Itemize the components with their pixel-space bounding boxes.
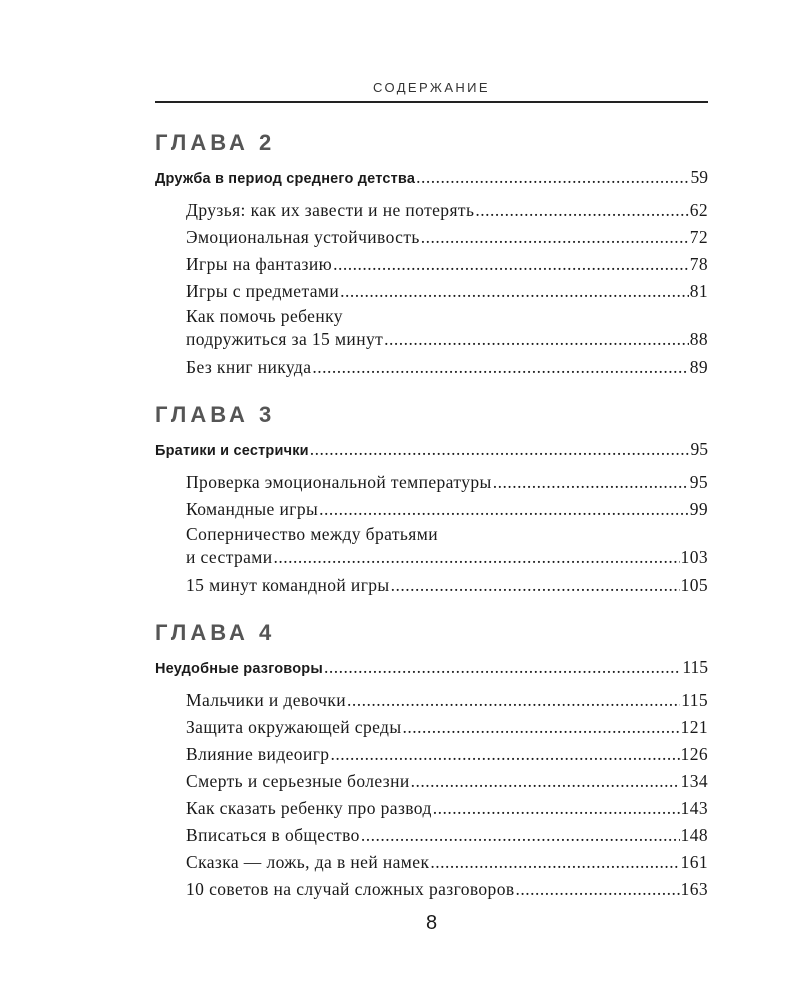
toc-entry[interactable] (186, 768, 708, 795)
page-ref: 161 (680, 852, 708, 872)
page-ref: 105 (680, 575, 708, 595)
entry-label: Как сказать ребенку про развод (186, 798, 432, 818)
page-ref: 95 (690, 439, 708, 459)
entry-label: Защита окружающей среды (186, 717, 402, 737)
dot-leader (403, 714, 680, 741)
entry-label: Эмоциональная устойчивость (186, 227, 420, 247)
chapter-title: ГЛАВА 4 (155, 620, 276, 645)
chapter-3 (155, 400, 708, 599)
toc-entry[interactable] (186, 687, 708, 714)
dot-leader (361, 822, 680, 849)
toc-entry-line2 (186, 545, 708, 569)
page-number: 8 (425, 912, 438, 934)
page-ref: 148 (680, 825, 708, 845)
section-label: Братики и сестрички (155, 443, 309, 459)
toc-entry[interactable] (186, 251, 708, 278)
entry-label: 10 советов на случай сложных разговоров (186, 879, 515, 899)
entry-label: Друзья: как их завести и не потерять (186, 200, 475, 220)
chapter-title: ГЛАВА 2 (155, 130, 276, 155)
toc-entry[interactable] (186, 849, 708, 876)
page-ref: 115 (681, 690, 708, 710)
toc-entry[interactable] (186, 795, 708, 822)
entry-label: Игры на фантазию (186, 254, 333, 274)
section-label: Неудобные разговоры (155, 661, 323, 677)
dot-leader (384, 327, 689, 351)
entry-label: Игры с предметами (186, 281, 340, 301)
page-ref: 59 (690, 167, 708, 187)
toc-entry[interactable] (186, 876, 708, 903)
subsection-list (155, 469, 708, 599)
entry-label-line1: Соперничество между братьями (186, 524, 438, 544)
page-ref: 99 (689, 499, 708, 519)
entry-label: Проверка эмоциональной температуры (186, 472, 492, 492)
dot-leader (475, 197, 688, 224)
entry-label: Сказка — ложь, да в ней намек (186, 852, 430, 872)
dot-leader (324, 654, 681, 681)
toc-entry[interactable] (186, 354, 708, 381)
toc-entry[interactable] (186, 496, 708, 523)
entry-label: и сестрами (186, 547, 273, 567)
page-ref: 126 (680, 744, 708, 764)
section-entry[interactable] (155, 654, 708, 683)
table-of-contents (155, 128, 708, 903)
page-ref: 143 (680, 798, 708, 818)
chapter-2 (155, 128, 708, 381)
entry-label: Влияние видеоигр (186, 744, 330, 764)
dot-leader (411, 768, 680, 795)
entry-label: 15 минут командной игры (186, 575, 390, 595)
dot-leader (430, 849, 679, 876)
page-ref: 72 (689, 227, 708, 247)
page-ref: 103 (680, 547, 708, 567)
entry-label: Мальчики и девочки (186, 690, 346, 710)
toc-entry[interactable] (186, 741, 708, 768)
toc-entry[interactable] (186, 197, 708, 224)
entry-label: Вписаться в общество (186, 825, 360, 845)
dot-leader (347, 687, 680, 714)
header-rule (155, 101, 708, 103)
toc-entry[interactable] (186, 714, 708, 741)
dot-leader (421, 224, 689, 251)
page-ref: 121 (680, 717, 708, 737)
dot-leader (319, 496, 689, 523)
page-ref: 78 (689, 254, 708, 274)
page-ref: 163 (680, 879, 708, 899)
chapter-4 (155, 618, 708, 903)
dot-leader (391, 572, 680, 599)
page-ref: 62 (689, 200, 708, 220)
page-ref: 134 (680, 771, 708, 791)
dot-leader (330, 741, 679, 768)
toc-entry[interactable] (186, 278, 708, 305)
dot-leader (333, 251, 689, 278)
toc-entry[interactable] (186, 572, 708, 599)
page-ref: 95 (689, 472, 708, 492)
section-entry[interactable] (155, 164, 708, 193)
entry-label: Смерть и серьезные болезни (186, 771, 410, 791)
running-title: СОДЕРЖАНИЕ (372, 80, 490, 95)
dot-leader (312, 354, 688, 381)
dot-leader (416, 164, 689, 191)
toc-entry-multiline[interactable] (186, 305, 708, 351)
page-ref: 88 (689, 329, 708, 349)
section-entry[interactable] (155, 436, 708, 465)
entry-label-line1: Как помочь ребенку (186, 306, 343, 326)
dot-leader (493, 469, 689, 496)
dot-leader (274, 545, 680, 569)
toc-entry-line2 (186, 327, 708, 351)
entry-label: Командные игры (186, 499, 319, 519)
page-ref: 81 (689, 281, 708, 301)
dot-leader (433, 795, 680, 822)
toc-entry[interactable] (186, 224, 708, 251)
toc-entry-multiline[interactable] (186, 523, 708, 569)
toc-entry[interactable] (186, 469, 708, 496)
chapter-title: ГЛАВА 3 (155, 402, 276, 427)
dot-leader (340, 278, 689, 305)
subsection-list (155, 197, 708, 381)
dot-leader (310, 436, 690, 463)
section-label: Дружба в период среднего детства (155, 171, 416, 187)
page-ref: 89 (689, 357, 708, 377)
subsection-list (155, 687, 708, 903)
entry-label: Без книг никуда (186, 357, 312, 377)
toc-entry[interactable] (186, 822, 708, 849)
page-ref: 115 (682, 657, 708, 677)
entry-label: подружиться за 15 минут (186, 329, 384, 349)
dot-leader (516, 876, 680, 903)
